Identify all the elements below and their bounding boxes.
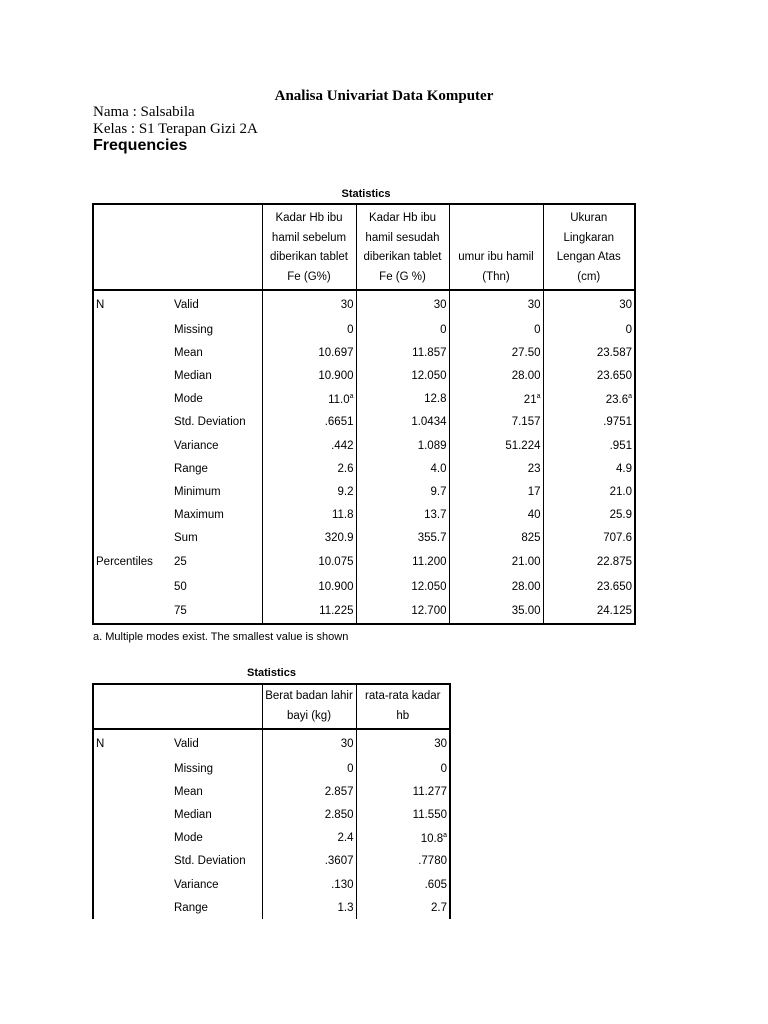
row-stat-label: Std. Deviation bbox=[174, 416, 246, 429]
value-cell bbox=[356, 411, 449, 434]
value-cell bbox=[262, 850, 356, 873]
row-group-label bbox=[93, 780, 172, 803]
value-cell bbox=[356, 575, 449, 600]
column-header: Ukuran Lingkaran Lengan Atas (cm) bbox=[543, 204, 635, 290]
value-cell bbox=[356, 827, 450, 850]
value-text: 23.650 bbox=[596, 581, 632, 594]
value-cell bbox=[356, 873, 450, 896]
row-stat-label: Minimum bbox=[174, 485, 221, 498]
value-cell bbox=[356, 757, 450, 780]
value-text: 17 bbox=[527, 485, 541, 498]
column-header: Kadar Hb ibu hamil sebelum diberikan tablet Fe (G%) bbox=[262, 204, 356, 290]
row-stat-label: Maximum bbox=[174, 509, 224, 522]
value-text: 23.587 bbox=[596, 346, 632, 359]
row-stat-label: Range bbox=[174, 462, 208, 475]
value-text: 21.0 bbox=[609, 485, 632, 498]
row-group-label bbox=[93, 527, 172, 550]
value-text: 11.8 bbox=[331, 509, 354, 522]
value-cell bbox=[543, 457, 635, 480]
value-cell bbox=[449, 600, 543, 624]
value-cell bbox=[449, 434, 543, 457]
header-row bbox=[93, 204, 635, 290]
value-cell bbox=[356, 600, 449, 624]
value-cell bbox=[356, 341, 449, 364]
row-stat-label: 25 bbox=[174, 556, 187, 569]
table-row bbox=[93, 600, 635, 624]
value-cell bbox=[262, 388, 356, 411]
value-cell bbox=[262, 873, 356, 896]
value-cell bbox=[543, 480, 635, 503]
document-title: Analisa Univariat Data Komputer bbox=[274, 88, 494, 104]
student-name: Nama : Salsabila bbox=[93, 104, 195, 120]
table1-caption: Statistics bbox=[341, 188, 391, 200]
value-text: 11.200 bbox=[412, 556, 447, 569]
value-cell bbox=[356, 290, 449, 318]
value-text: 30 bbox=[340, 298, 354, 311]
value-text: 12.050 bbox=[411, 581, 447, 594]
value-cell bbox=[543, 504, 635, 527]
value-cell bbox=[356, 457, 449, 480]
value-cell bbox=[356, 780, 450, 803]
value-text: 22.875 bbox=[596, 556, 632, 569]
value-text: 28.00 bbox=[511, 581, 541, 594]
row-group-label bbox=[93, 873, 172, 896]
row-stat-label: Valid bbox=[174, 737, 199, 750]
value-cell bbox=[356, 550, 449, 575]
value-text: 21.00 bbox=[511, 556, 541, 569]
value-text: 10.900 bbox=[318, 369, 354, 382]
value-cell bbox=[449, 457, 543, 480]
value-text: .6651 bbox=[324, 416, 354, 429]
value-cell bbox=[449, 318, 543, 341]
row-group-label bbox=[93, 434, 172, 457]
row-stat-label: Median bbox=[174, 369, 212, 382]
value-cell bbox=[543, 550, 635, 575]
value-text: 21 bbox=[523, 393, 537, 406]
value-cell bbox=[262, 341, 356, 364]
value-text: 10.075 bbox=[318, 556, 354, 569]
value-cell bbox=[262, 729, 356, 757]
row-group-label bbox=[93, 827, 172, 850]
value-cell bbox=[356, 318, 449, 341]
value-cell bbox=[449, 364, 543, 387]
value-text: 28.00 bbox=[511, 369, 541, 382]
row-group-label bbox=[93, 757, 172, 780]
footnote-marker: a bbox=[349, 392, 354, 400]
value-text: 11.277 bbox=[412, 785, 447, 798]
value-text: 40 bbox=[527, 509, 541, 522]
value-text: 1.0434 bbox=[411, 416, 447, 429]
row-stat-label: Mean bbox=[174, 785, 203, 798]
value-text: 0 bbox=[440, 762, 447, 775]
value-cell bbox=[449, 290, 543, 318]
value-cell bbox=[449, 388, 543, 411]
column-header: Kadar Hb ibu hamil sesudah diberikan tablet Fe (G %) bbox=[356, 204, 449, 290]
row-group-label bbox=[93, 388, 172, 411]
table-row bbox=[93, 411, 635, 434]
value-cell bbox=[262, 457, 356, 480]
value-cell bbox=[356, 364, 449, 387]
table-row bbox=[93, 434, 635, 457]
table-row bbox=[93, 729, 450, 757]
value-text: 320.9 bbox=[324, 532, 354, 545]
value-cell bbox=[262, 364, 356, 387]
value-text: 707.6 bbox=[603, 532, 632, 545]
row-group-label bbox=[93, 504, 172, 527]
value-cell bbox=[356, 480, 449, 503]
value-cell bbox=[262, 827, 356, 850]
column-header: rata-rata kadar hb bbox=[356, 684, 450, 729]
value-text: 13.7 bbox=[424, 509, 447, 522]
value-text: 30 bbox=[619, 298, 632, 311]
value-text: 9.7 bbox=[430, 485, 447, 498]
value-text: 7.157 bbox=[511, 416, 541, 429]
value-cell bbox=[449, 550, 543, 575]
value-cell bbox=[543, 364, 635, 387]
value-cell bbox=[262, 480, 356, 503]
table-row bbox=[93, 364, 635, 387]
row-group-label bbox=[93, 318, 172, 341]
row-group-label bbox=[93, 600, 172, 624]
value-cell bbox=[356, 527, 449, 550]
row-group-label bbox=[93, 850, 172, 873]
value-cell bbox=[262, 527, 356, 550]
value-text: 12.8 bbox=[424, 393, 447, 406]
value-cell bbox=[449, 341, 543, 364]
value-text: 0 bbox=[625, 323, 632, 336]
row-group-label bbox=[93, 480, 172, 503]
value-text: 27.50 bbox=[511, 346, 541, 359]
value-cell bbox=[356, 803, 450, 826]
value-cell bbox=[449, 504, 543, 527]
table-row bbox=[93, 388, 635, 411]
value-cell bbox=[262, 434, 356, 457]
column-header: Berat badan lahir bayi (kg) bbox=[262, 684, 356, 729]
statistics-table-2 bbox=[92, 683, 451, 919]
value-text: 11.0 bbox=[328, 393, 350, 406]
value-cell bbox=[262, 290, 356, 318]
row-stat-label: 50 bbox=[174, 581, 187, 594]
value-cell bbox=[262, 780, 356, 803]
table-row bbox=[93, 550, 635, 575]
value-cell bbox=[543, 575, 635, 600]
value-cell bbox=[543, 411, 635, 434]
value-text: 11.225 bbox=[319, 605, 354, 618]
value-cell bbox=[543, 318, 635, 341]
value-cell bbox=[262, 896, 356, 919]
table-row bbox=[93, 575, 635, 600]
value-cell bbox=[449, 411, 543, 434]
row-group-label bbox=[93, 341, 172, 364]
value-cell bbox=[543, 600, 635, 624]
value-text: 11.550 bbox=[412, 808, 447, 821]
header-blank-cell bbox=[93, 684, 262, 729]
table2-caption: Statistics bbox=[247, 667, 296, 679]
value-text: .9751 bbox=[603, 416, 632, 429]
value-text: 2.857 bbox=[324, 785, 354, 798]
row-stat-label: Missing bbox=[174, 762, 213, 775]
value-text: 30 bbox=[340, 737, 354, 750]
row-stat-label: 75 bbox=[174, 605, 187, 618]
value-text: 2.850 bbox=[324, 808, 354, 821]
value-cell bbox=[262, 550, 356, 575]
value-cell bbox=[543, 388, 635, 411]
value-cell bbox=[449, 575, 543, 600]
value-text: .605 bbox=[424, 878, 447, 891]
row-group-label: N bbox=[96, 298, 105, 311]
value-text: .130 bbox=[331, 878, 354, 891]
table-row bbox=[93, 850, 450, 873]
value-cell bbox=[356, 850, 450, 873]
value-cell bbox=[262, 757, 356, 780]
row-stat-label: Std. Deviation bbox=[174, 855, 246, 868]
value-text: 11.857 bbox=[412, 346, 447, 359]
table-row bbox=[93, 896, 450, 919]
row-group-label bbox=[93, 896, 172, 919]
value-text: 0 bbox=[440, 323, 447, 336]
row-stat-label: Variance bbox=[174, 878, 219, 891]
value-cell bbox=[449, 527, 543, 550]
value-text: 23.6 bbox=[605, 393, 629, 406]
statistics-table-1 bbox=[92, 203, 636, 625]
value-text: 0 bbox=[347, 762, 354, 775]
value-cell bbox=[543, 341, 635, 364]
row-group-label bbox=[93, 411, 172, 434]
value-text: 9.2 bbox=[337, 485, 354, 498]
value-cell bbox=[262, 600, 356, 624]
value-text: 4.9 bbox=[616, 462, 632, 475]
row-stat-label: Mode bbox=[174, 393, 203, 406]
value-text: 1.3 bbox=[337, 901, 354, 914]
value-cell bbox=[356, 896, 450, 919]
value-text: .7780 bbox=[418, 855, 447, 868]
table-row bbox=[93, 290, 635, 318]
value-text: 10.900 bbox=[318, 581, 354, 594]
value-cell bbox=[356, 388, 449, 411]
value-cell bbox=[262, 504, 356, 527]
table1-footnote: a. Multiple modes exist. The smallest value is shown bbox=[93, 631, 349, 643]
footnote-marker: a bbox=[443, 831, 447, 839]
row-stat-label: Mean bbox=[174, 346, 203, 359]
value-text: 0 bbox=[347, 323, 354, 336]
value-text: 355.7 bbox=[417, 532, 447, 545]
value-text: 2.4 bbox=[337, 832, 354, 845]
row-stat-label: Range bbox=[174, 901, 208, 914]
section-heading: Frequencies bbox=[93, 137, 188, 154]
table-row bbox=[93, 318, 635, 341]
value-text: 0 bbox=[534, 323, 541, 336]
value-cell bbox=[543, 290, 635, 318]
row-stat-label: Mode bbox=[174, 832, 203, 845]
value-cell bbox=[356, 434, 449, 457]
value-cell bbox=[262, 803, 356, 826]
value-text: 12.700 bbox=[411, 605, 447, 618]
value-cell bbox=[356, 504, 449, 527]
value-text: 35.00 bbox=[511, 605, 541, 618]
value-text: 4.0 bbox=[430, 462, 447, 475]
student-class: Kelas : S1 Terapan Gizi 2A bbox=[93, 121, 258, 137]
value-text: 10.697 bbox=[318, 346, 354, 359]
table-row bbox=[93, 757, 450, 780]
column-header: umur ibu hamil (Thn) bbox=[449, 204, 543, 290]
value-cell bbox=[262, 411, 356, 434]
value-text: 10.8 bbox=[420, 832, 444, 845]
header-blank-cell bbox=[93, 204, 262, 290]
footnote-marker: a bbox=[628, 392, 632, 400]
table-row bbox=[93, 480, 635, 503]
value-text: 23.650 bbox=[596, 369, 632, 382]
value-text: 30 bbox=[434, 737, 447, 750]
value-text: 1.089 bbox=[417, 439, 447, 452]
row-group-label bbox=[93, 803, 172, 826]
row-group-label bbox=[93, 575, 172, 600]
value-text: 2.7 bbox=[431, 901, 447, 914]
table-row bbox=[93, 457, 635, 480]
table-row bbox=[93, 504, 635, 527]
value-text: 51.224 bbox=[505, 439, 541, 452]
table-row bbox=[93, 341, 635, 364]
header-row bbox=[93, 684, 450, 729]
value-text: 23 bbox=[527, 462, 541, 475]
row-stat-label: Variance bbox=[174, 439, 219, 452]
value-text: 12.050 bbox=[411, 369, 447, 382]
footnote-marker: a bbox=[536, 392, 541, 400]
row-group-label: Percentiles bbox=[96, 556, 153, 569]
value-text: 825 bbox=[521, 532, 541, 545]
value-cell bbox=[356, 729, 450, 757]
row-group-label: N bbox=[96, 737, 105, 750]
value-text: 24.125 bbox=[596, 605, 632, 618]
value-text: .442 bbox=[331, 439, 354, 452]
value-text: .3607 bbox=[324, 855, 354, 868]
value-text: 30 bbox=[433, 298, 447, 311]
table-row bbox=[93, 527, 635, 550]
value-cell bbox=[543, 434, 635, 457]
row-stat-label: Valid bbox=[174, 298, 199, 311]
value-text: 2.6 bbox=[337, 462, 354, 475]
row-stat-label: Missing bbox=[174, 323, 213, 336]
table-row bbox=[93, 827, 450, 850]
value-cell bbox=[543, 527, 635, 550]
value-cell bbox=[449, 480, 543, 503]
row-stat-label: Median bbox=[174, 808, 212, 821]
table-row bbox=[93, 780, 450, 803]
value-cell bbox=[262, 318, 356, 341]
row-group-label bbox=[93, 364, 172, 387]
table-row bbox=[93, 873, 450, 896]
row-stat-label: Sum bbox=[174, 532, 198, 545]
table-row bbox=[93, 803, 450, 826]
value-text: .951 bbox=[609, 439, 632, 452]
value-text: 25.9 bbox=[609, 509, 632, 522]
value-text: 30 bbox=[527, 298, 541, 311]
row-group-label bbox=[93, 457, 172, 480]
value-cell bbox=[262, 575, 356, 600]
